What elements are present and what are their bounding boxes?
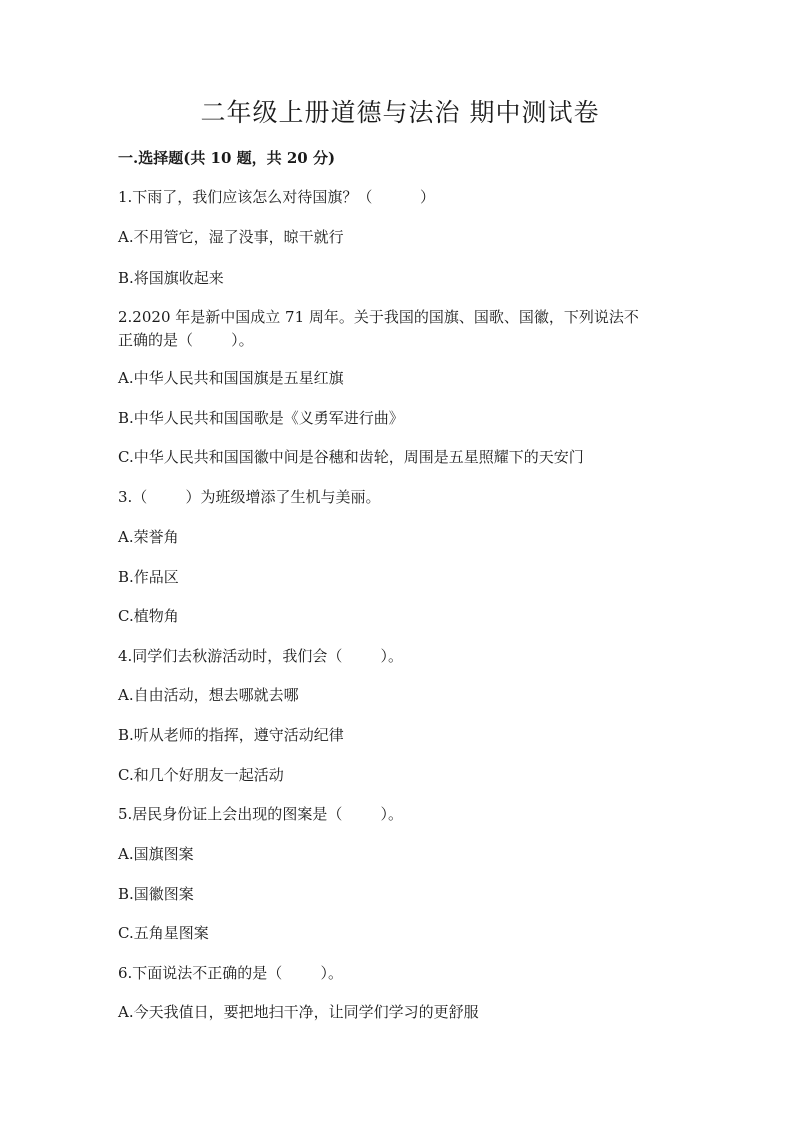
question-1-option-a: A.不用管它，湿了没事，晾干就行 xyxy=(118,228,344,246)
question-3-stem: 3.（ ）为班级增添了生机与美丽。 xyxy=(118,488,381,506)
question-2-stem-line-1: 2.2020 年是新中国成立 71 周年。关于我国的国旗、国歌、国徽，下列说法不 xyxy=(118,308,639,326)
question-5-option-a: A.国旗图案 xyxy=(118,845,194,863)
section-heading: 一.选择题(共 10 题，共 20 分) xyxy=(118,149,336,167)
question-4-option-b: B.听从老师的指挥，遵守活动纪律 xyxy=(118,726,344,744)
question-6-stem: 6.下面说法不正确的是（ ）。 xyxy=(118,964,343,982)
question-3-option-a: A.荣誉角 xyxy=(118,528,179,546)
question-1-option-b: B.将国旗收起来 xyxy=(118,269,224,287)
question-5-option-c: C.五角星图案 xyxy=(118,924,209,942)
exam-title: 二年级上册道德与法治 期中测试卷 xyxy=(200,98,600,127)
question-1-stem: 1.下雨了，我们应该怎么对待国旗？（ ） xyxy=(118,188,435,206)
question-4-option-a: A.自由活动，想去哪就去哪 xyxy=(118,686,299,704)
question-5-stem: 5.居民身份证上会出现的图案是（ ）。 xyxy=(118,805,403,823)
question-3-option-c: C.植物角 xyxy=(118,607,179,625)
question-3-option-b: B.作品区 xyxy=(118,568,179,586)
question-2-stem-line-2: 正确的是（ ）。 xyxy=(118,331,254,349)
question-5-option-b: B.国徽图案 xyxy=(118,885,194,903)
question-4-option-c: C.和几个好朋友一起活动 xyxy=(118,766,284,784)
question-4-stem: 4.同学们去秋游活动时，我们会（ ）。 xyxy=(118,647,403,665)
question-2-option-a: A.中华人民共和国国旗是五星红旗 xyxy=(118,369,344,387)
question-6-option-a: A.今天我值日，要把地扫干净，让同学们学习的更舒服 xyxy=(118,1003,479,1021)
question-2-option-c: C.中华人民共和国国徽中间是谷穗和齿轮，周围是五星照耀下的天安门 xyxy=(118,448,584,466)
question-2-option-b: B.中华人民共和国国歌是《义勇军进行曲》 xyxy=(118,409,404,427)
